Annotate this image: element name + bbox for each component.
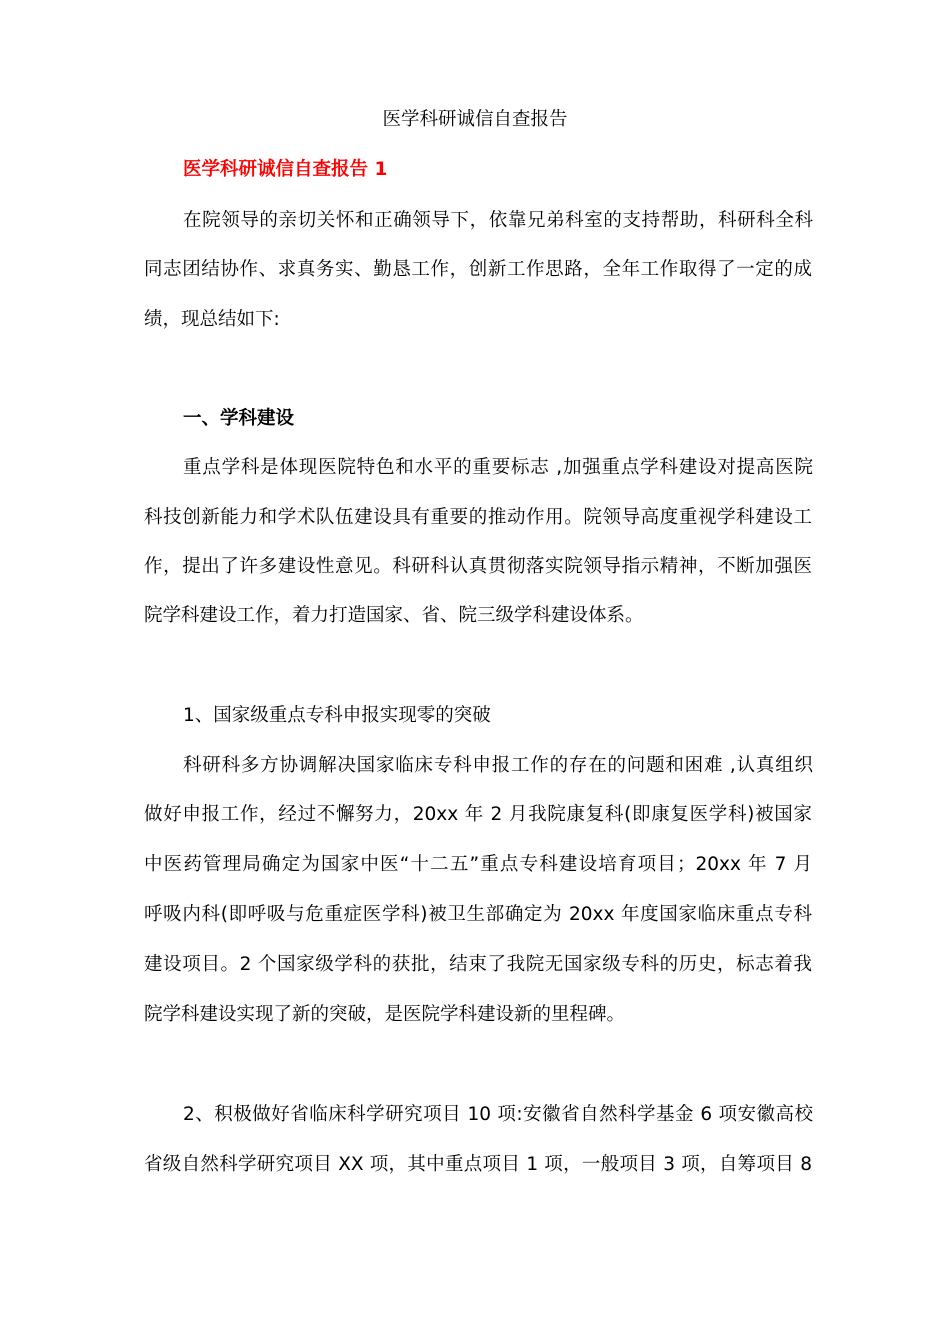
item1-line-4: 呼吸内科(即呼吸与危重症医学科)被卫生部确定为 20xx 年度国家临床重点专科 <box>144 904 812 925</box>
item2-line-2: 省级自然科学研究项目 XX 项，其中重点项目 1 项，一般项目 3 项，自筹项目 8 <box>144 1154 812 1175</box>
item1-line-1: 科研科多方协调解决国家临床专科申报工作的存在的问题和困难 ,认真组织 <box>183 755 813 776</box>
document-title: 医学科研诚信自查报告 <box>382 109 568 130</box>
section-heading-subject-building: 一、学科建设 <box>183 408 295 429</box>
item1-line-6: 院学科建设实现了新的突破，是医院学科建设新的里程碑。 <box>144 1004 626 1025</box>
section1-line-4: 院学科建设工作，着力打造国家、省、院三级学科建设体系。 <box>144 605 644 626</box>
section1-line-1: 重点学科是体现医院特色和水平的重要标志 ,加强重点学科建设对提高医院 <box>183 457 813 478</box>
intro-line-1: 在院领导的亲切关怀和正确领导下，依靠兄弟科室的支持帮助，科研科全科 <box>183 210 813 231</box>
section1-line-2: 科技创新能力和学术队伍建设具有重要的推动作用。院领导高度重视学科建设工 <box>144 507 812 528</box>
item1-heading: 1、国家级重点专科申报实现零的突破 <box>183 705 491 726</box>
item1-line-3: 中医药管理局确定为国家中医“十二五”重点专科建设培育项目；20xx 年 7 月 <box>144 854 812 875</box>
item1-line-2: 做好申报工作，经过不懈努力，20xx 年 2 月我院康复科(即康复医学科)被国家 <box>144 804 812 825</box>
intro-line-2: 同志团结协作、求真务实、勤恳工作，创新工作思路，全年工作取得了一定的成 <box>144 259 812 280</box>
section1-line-3: 作，提出了许多建设性意见。科研科认真贯彻落实院领导指示精神，不断加强医 <box>144 556 812 577</box>
item1-line-5: 建设项目。2 个国家级学科的获批，结束了我院无国家级专科的历史，标志着我 <box>144 954 812 975</box>
item2-line-1: 2、积极做好省临床科学研究项目 10 项:安徽省自然科学基金 6 项安徽高校 <box>183 1104 813 1125</box>
intro-line-3: 绩，现总结如下: <box>144 309 280 330</box>
report-subtitle: 医学科研诚信自查报告 1 <box>183 159 388 180</box>
